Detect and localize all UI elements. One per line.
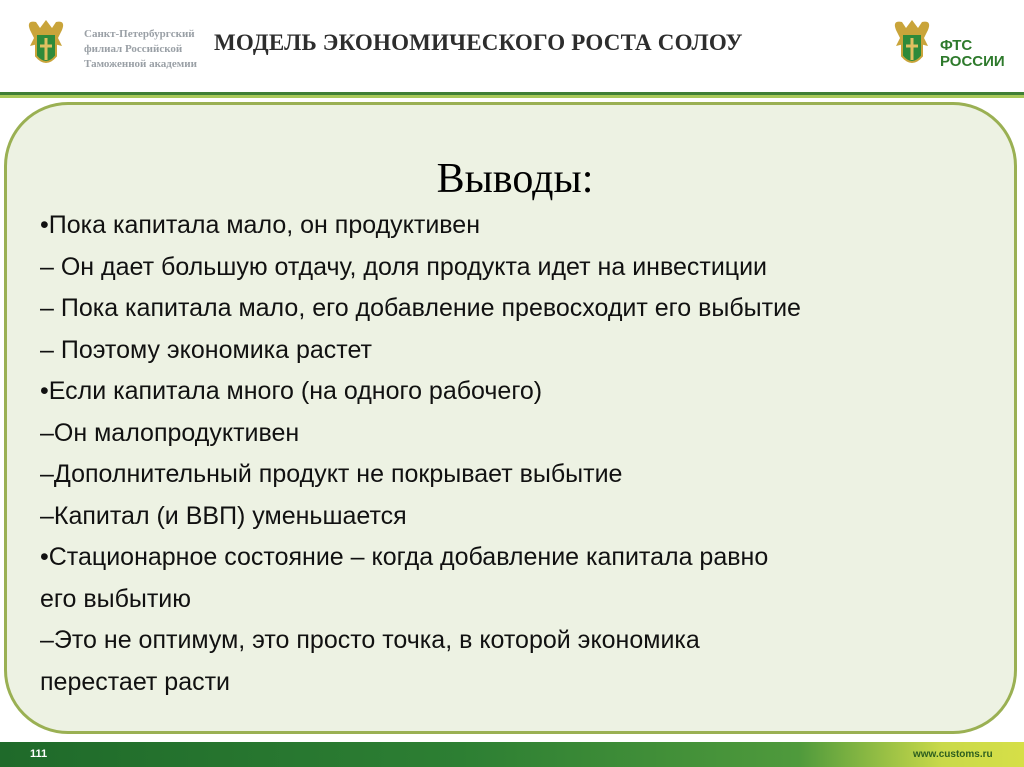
list-item: – Он дает большую отдачу, доля продукта идет на инвестиции <box>40 252 768 281</box>
slide-header <box>0 0 1024 94</box>
list-item: его выбытию <box>40 584 192 613</box>
list-item: –Он малопродуктивен <box>40 418 300 447</box>
fts-line-1: ФТС <box>940 37 973 54</box>
org-line-1: Санкт-Петербургский <box>84 28 195 40</box>
fts-line-2: РОССИИ <box>940 53 1005 70</box>
org-line-2: филиал Российской <box>84 43 183 55</box>
fts-logo-text <box>940 38 1005 70</box>
header-divider-accent <box>0 95 1024 98</box>
list-item: –Капитал (и ВВП) уменьшается <box>40 501 407 530</box>
list-item: •Стационарное состояние – когда добавление капитала равно <box>40 543 769 571</box>
org-line-3: Таможенной академии <box>84 58 197 70</box>
conclusions-list <box>40 205 1000 703</box>
coat-of-arms-icon <box>890 16 934 74</box>
list-item: – Пока капитала мало, его добавление превосходит его выбытие <box>40 294 801 322</box>
list-item: –Дополнительный продукт не покрывает выбытие <box>40 460 623 488</box>
list-item: перестает расти <box>40 667 231 696</box>
coat-of-arms-icon <box>24 16 68 74</box>
conclusions-heading: Выводы: <box>436 156 594 202</box>
website-link[interactable]: www.customs.ru <box>913 749 993 760</box>
list-item: –Это не оптимум, это просто точка, в которой экономика <box>40 626 700 654</box>
list-item: – Поэтому экономика растет <box>40 335 372 364</box>
list-item: •Если капитала много (на одного рабочего) <box>40 377 543 405</box>
slide-title: МОДЕЛЬ ЭКОНОМИЧЕСКОГО РОСТА СОЛОУ <box>214 30 743 55</box>
slide-footer <box>0 742 1024 767</box>
list-item: •Пока капитала мало, он продуктивен <box>40 211 481 239</box>
page-number: 111 <box>30 748 48 760</box>
